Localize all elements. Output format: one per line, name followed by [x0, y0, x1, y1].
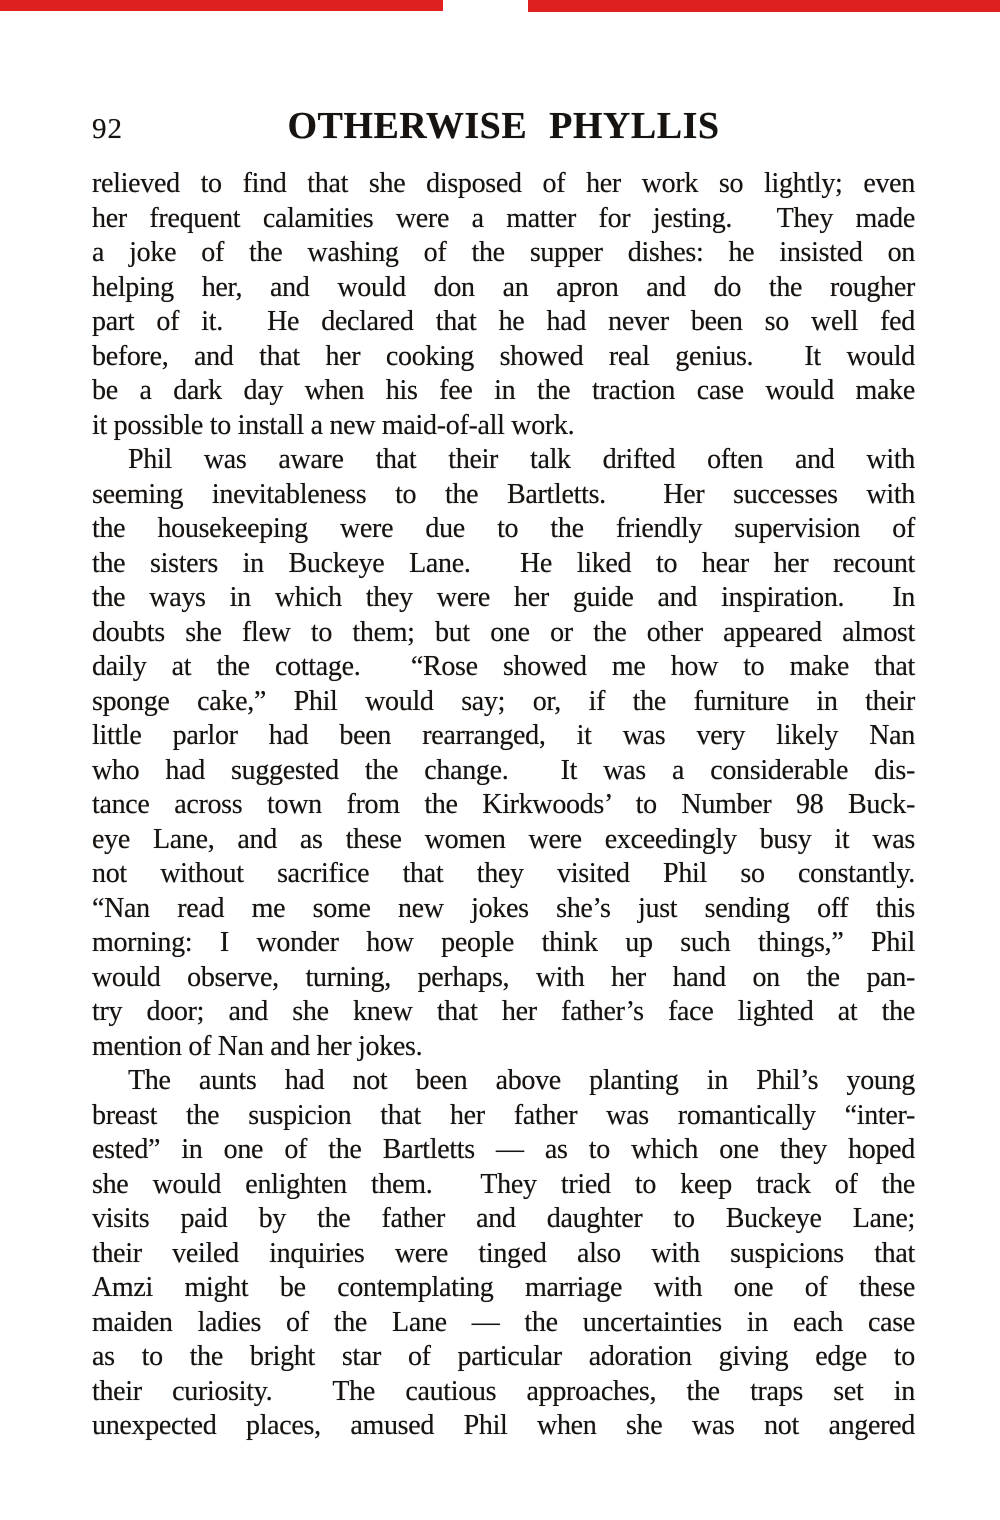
- text-line: maiden ladies of the Lane — the uncertainties in each case: [92, 1306, 915, 1338]
- text-line: the housekeeping were due to the friendly supervision of: [92, 513, 915, 544]
- text-line: who had suggested the change. It was a considerable dis-: [92, 754, 915, 786]
- text-line: mention of Nan and her jokes.: [92, 1030, 423, 1062]
- page-body: [92, 167, 915, 1444]
- text-line: Phil was aware that their talk drifted often and with: [128, 444, 915, 475]
- text-line: her frequent calamities were a matter for jesting. They made: [92, 202, 915, 234]
- text-line: seeming inevitableness to the Bartletts. Her successes with: [92, 478, 915, 510]
- text-line: a joke of the washing of the supper dishes: he insisted on: [92, 237, 915, 268]
- text-line: Amzi might be contemplating marriage with one of these: [92, 1272, 915, 1303]
- text-line: as to the bright star of particular adoration giving edge to: [92, 1341, 915, 1372]
- text-line: relieved to find that she disposed of her work so lightly; even: [92, 168, 915, 199]
- text-line: the ways in which they were her guide and inspiration. In: [92, 582, 915, 613]
- text-line: breast the suspicion that her father was romantically “inter-: [92, 1099, 915, 1131]
- scan-edge-strip-left: [0, 0, 443, 11]
- paragraph: [92, 443, 915, 1064]
- text-line: “Nan read me some new jokes she’s just sending off this: [92, 892, 915, 924]
- text-line: it possible to install a new maid-of-all work.: [92, 409, 575, 441]
- text-line: the sisters in Buckeye Lane. He liked to hear her recount: [92, 547, 915, 579]
- text-line: would observe, turning, perhaps, with her hand on the pan-: [92, 961, 915, 993]
- text-line: unexpected places, amused Phil when she was not angered: [92, 1410, 915, 1441]
- paragraph: [92, 167, 915, 443]
- text-line: The aunts had not been above planting in Phil’s young: [128, 1065, 915, 1096]
- text-line: visits paid by the father and daughter to Buckeye Lane;: [92, 1203, 915, 1234]
- text-line: daily at the cottage. “Rose showed me how to make that: [92, 651, 915, 682]
- paragraph: [92, 1064, 915, 1444]
- page-title: OTHERWISE PHYLLIS: [287, 105, 720, 147]
- text-line: be a dark day when his fee in the traction case would make: [92, 375, 915, 406]
- text-line: part of it. He declared that he had never been so well fed: [92, 306, 915, 337]
- text-line: ested” in one of the Bartletts — as to which one they hoped: [92, 1134, 915, 1165]
- text-line: she would enlighten them. They tried to keep track of the: [92, 1168, 915, 1200]
- text-line: sponge cake,” Phil would say; or, if the furniture in their: [92, 685, 915, 717]
- text-line: helping her, and would don an apron and do the rougher: [92, 271, 915, 303]
- running-head: [92, 104, 915, 152]
- text-line: eye Lane, and as these women were exceedingly busy it was: [92, 823, 915, 855]
- scan-edge-strip-right: [528, 0, 1000, 12]
- page-number: 92: [92, 113, 123, 145]
- text-line: little parlor had been rearranged, it was very likely Nan: [92, 720, 915, 751]
- text-line: their veiled inquiries were tinged also with suspicions that: [92, 1237, 915, 1269]
- text-line: tance across town from the Kirkwoods’ to Number 98 Buck-: [92, 789, 915, 820]
- text-line: not without sacrifice that they visited Phil so constantly.: [92, 858, 915, 889]
- text-line: doubts she flew to them; but one or the other appeared almost: [92, 616, 915, 648]
- text-line: their curiosity. The cautious approaches, the traps set in: [92, 1375, 915, 1407]
- text-line: try door; and she knew that her father’s face lighted at the: [92, 996, 915, 1027]
- text-line: morning: I wonder how people think up such things,” Phil: [92, 927, 915, 958]
- text-line: before, and that her cooking showed real genius. It would: [92, 340, 915, 372]
